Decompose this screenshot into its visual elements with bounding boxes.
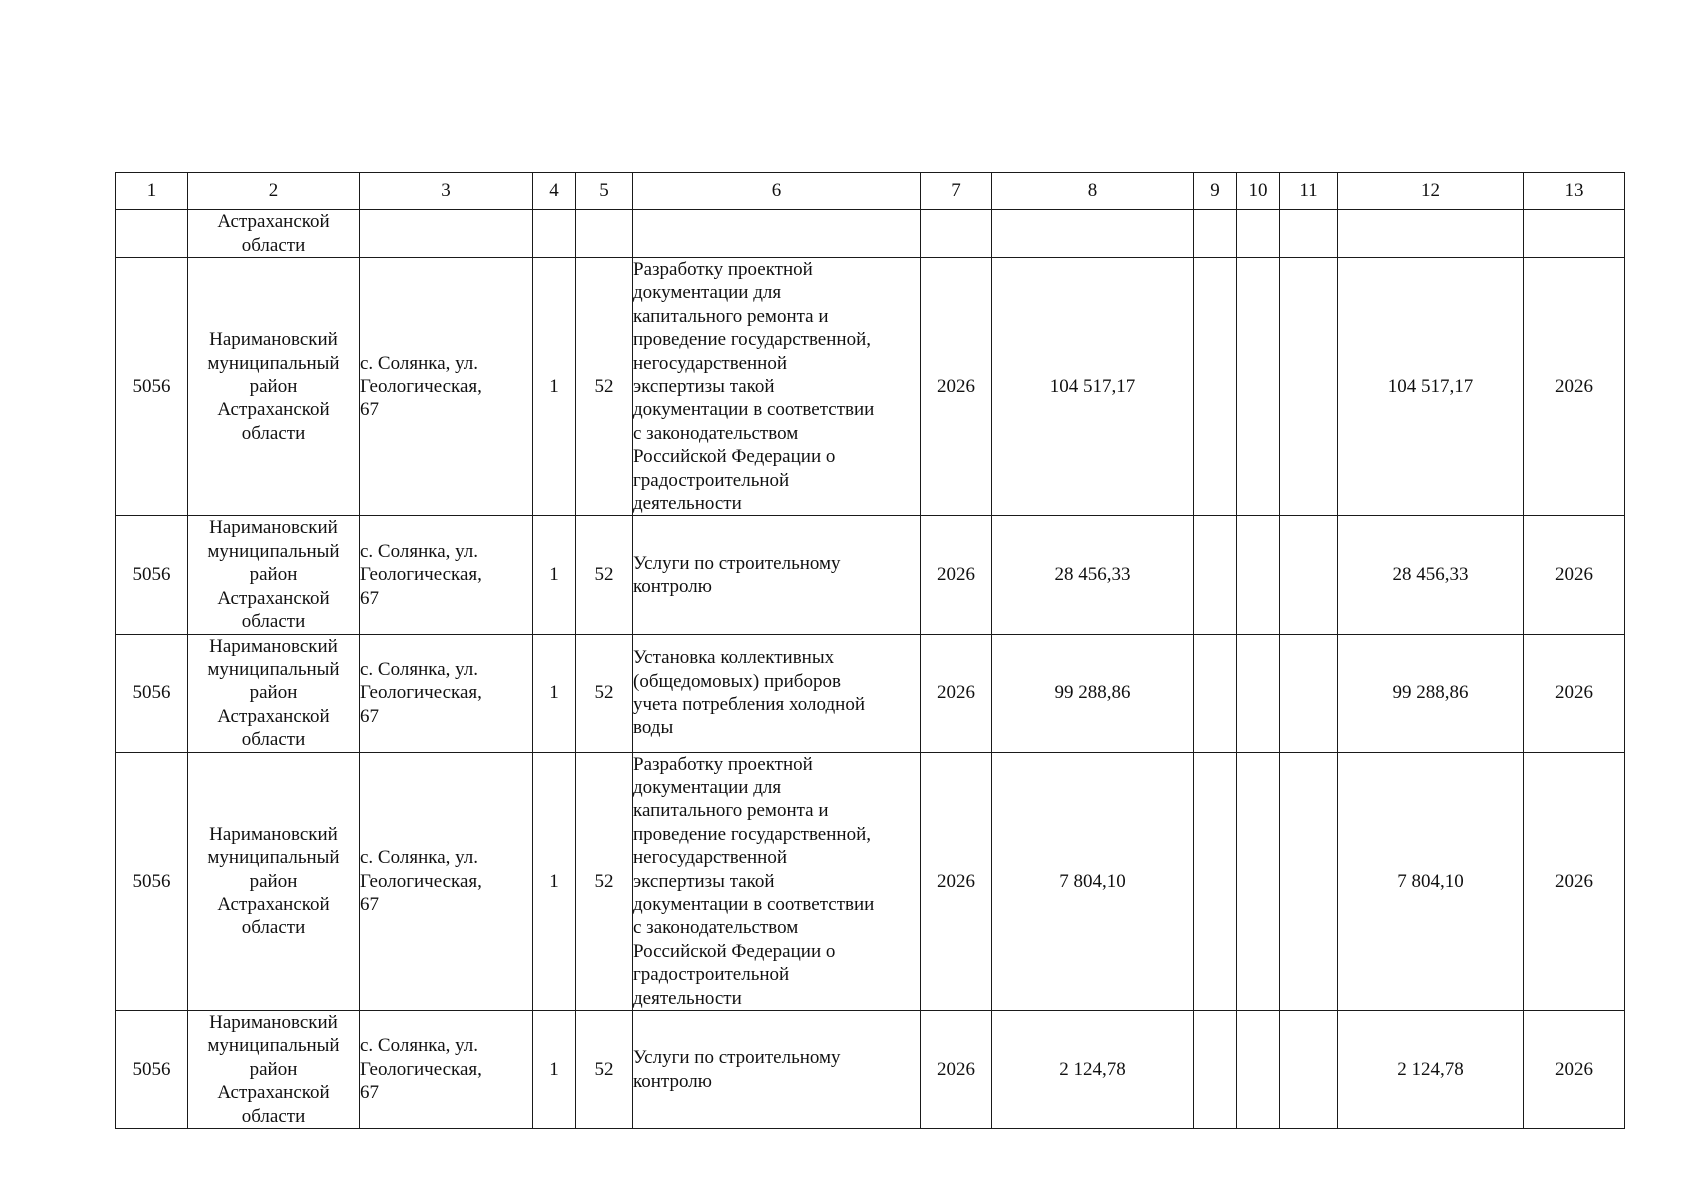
work-type-line: с законодательством xyxy=(633,422,799,444)
table-row xyxy=(116,258,1625,516)
works-table xyxy=(115,172,1625,1129)
address-line: Геологическая, xyxy=(360,564,482,586)
work-type-cell xyxy=(633,258,921,516)
address-line: с. Солянка, ул. xyxy=(360,1035,479,1057)
col5-cell: 52 xyxy=(576,258,633,516)
municipality-line: муниципальный xyxy=(207,1035,340,1057)
work-type-line: воды xyxy=(633,717,674,739)
work-type-line: Разработку проектной xyxy=(633,259,813,280)
col4-cell: 1 xyxy=(533,1011,576,1129)
work-type-line: документации в соответствии xyxy=(633,399,875,421)
col9-cell xyxy=(1194,634,1237,752)
municipality-line: район xyxy=(249,682,298,704)
col10-cell xyxy=(1237,634,1280,752)
work-type-line: Российской Федерации о xyxy=(633,940,836,962)
address-cell xyxy=(360,1011,533,1129)
address-line: 67 xyxy=(360,399,379,421)
col5-cell: 52 xyxy=(576,516,633,634)
address-line: с. Солянка, ул. xyxy=(360,847,479,869)
address-line: 67 xyxy=(360,705,379,727)
continuation-cell-6 xyxy=(633,210,921,258)
work-type-cell xyxy=(633,634,921,752)
year-cell: 2026 xyxy=(921,1011,992,1129)
continuation-cell-8 xyxy=(992,210,1194,258)
col10-cell xyxy=(1237,258,1280,516)
col4-cell: 1 xyxy=(533,258,576,516)
header-cell-2: 2 xyxy=(188,173,360,210)
municipality-line: Наримановский xyxy=(209,1012,338,1033)
municipality-line: район xyxy=(249,564,298,586)
continuation-cell-7 xyxy=(921,210,992,258)
col4-cell: 1 xyxy=(533,634,576,752)
object-number-cell: 5056 xyxy=(116,634,188,752)
continuation-row xyxy=(116,210,1625,258)
object-number-cell: 5056 xyxy=(116,258,188,516)
address-cell xyxy=(360,516,533,634)
header-cell-9: 9 xyxy=(1194,173,1237,210)
col11-cell xyxy=(1280,752,1338,1010)
municipality-line: области xyxy=(241,729,306,751)
table-row xyxy=(116,634,1625,752)
continuation-cell-10 xyxy=(1237,210,1280,258)
municipality-cell xyxy=(188,752,360,1010)
address-cell xyxy=(360,634,533,752)
municipality-line: области xyxy=(241,611,306,633)
col4-cell: 1 xyxy=(533,752,576,1010)
municipality-line: области xyxy=(241,1105,306,1127)
col9-cell xyxy=(1194,516,1237,634)
continuation-cell-5 xyxy=(576,210,633,258)
municipality-cell xyxy=(188,258,360,516)
work-type-line: проведение государственной, xyxy=(633,329,871,351)
header-cell-6: 6 xyxy=(633,173,921,210)
address-line: 67 xyxy=(360,1082,379,1104)
header-cell-4: 4 xyxy=(533,173,576,210)
municipality-line: Наримановский xyxy=(209,823,338,845)
work-type-line: деятельности xyxy=(633,493,742,515)
total-cost-cell: 99 288,86 xyxy=(992,634,1194,752)
total-cost-cell: 2 124,78 xyxy=(992,1011,1194,1129)
municipality-line: район xyxy=(249,376,298,398)
completion-year-cell: 2026 xyxy=(1524,1011,1625,1129)
municipality-line: Наримановский xyxy=(209,517,338,539)
fund-cost-cell: 28 456,33 xyxy=(1338,516,1524,634)
object-number-cell: 5056 xyxy=(116,516,188,634)
header-cell-12: 12 xyxy=(1338,173,1524,210)
year-cell: 2026 xyxy=(921,258,992,516)
col11-cell xyxy=(1280,634,1338,752)
work-type-line: контролю xyxy=(633,575,712,597)
col5-cell: 52 xyxy=(576,752,633,1010)
work-type-line: негосударственной xyxy=(633,352,788,374)
address-line: с. Солянка, ул. xyxy=(360,352,479,374)
continuation-cell-12 xyxy=(1338,210,1524,258)
address-line: Геологическая, xyxy=(360,870,482,892)
continuation-cell-3 xyxy=(360,210,533,258)
header-cell-10: 10 xyxy=(1237,173,1280,210)
col11-cell xyxy=(1280,516,1338,634)
col9-cell xyxy=(1194,1011,1237,1129)
work-type-line: капитального ремонта и xyxy=(633,305,829,327)
work-type-line: контролю xyxy=(633,1070,712,1092)
fund-cost-cell: 2 124,78 xyxy=(1338,1011,1524,1129)
municipality-line: Астраханской xyxy=(217,399,330,421)
municipality-line: муниципальный xyxy=(207,658,340,680)
work-type-line: градостроительной xyxy=(633,964,790,986)
col10-cell xyxy=(1237,516,1280,634)
header-cell-7: 7 xyxy=(921,173,992,210)
work-type-line: Услуги по строительному xyxy=(633,552,841,574)
header-row xyxy=(116,173,1625,210)
total-cost-cell: 104 517,17 xyxy=(992,258,1194,516)
work-type-line: экспертизы такой xyxy=(633,870,775,892)
object-number-cell: 5056 xyxy=(116,1011,188,1129)
completion-year-cell: 2026 xyxy=(1524,258,1625,516)
work-type-line: (общедомовых) приборов xyxy=(633,670,841,692)
work-type-cell xyxy=(633,752,921,1010)
work-type-line: Установка коллективных xyxy=(633,647,835,669)
municipality-line: Наримановский xyxy=(209,635,338,657)
work-type-line: документации в соответствии xyxy=(633,893,875,915)
header-cell-3: 3 xyxy=(360,173,533,210)
work-type-line: Услуги по строительному xyxy=(633,1047,841,1069)
municipality-line: район xyxy=(249,1058,298,1080)
work-type-line: документации для xyxy=(633,282,782,304)
municipality-line: муниципальный xyxy=(207,540,340,562)
year-cell: 2026 xyxy=(921,634,992,752)
fund-cost-cell: 104 517,17 xyxy=(1338,258,1524,516)
total-cost-cell: 28 456,33 xyxy=(992,516,1194,634)
address-cell xyxy=(360,752,533,1010)
address-line: Геологическая, xyxy=(360,376,482,398)
continuation-cell-4 xyxy=(533,210,576,258)
header-cell-1: 1 xyxy=(116,173,188,210)
municipality-line: муниципальный xyxy=(207,352,340,374)
address-line: с. Солянка, ул. xyxy=(360,658,479,680)
completion-year-cell: 2026 xyxy=(1524,752,1625,1010)
municipality-cell xyxy=(188,516,360,634)
col9-cell xyxy=(1194,258,1237,516)
object-number-cell: 5056 xyxy=(116,752,188,1010)
header-cell-13: 13 xyxy=(1524,173,1625,210)
work-type-cell xyxy=(633,516,921,634)
col5-cell: 52 xyxy=(576,1011,633,1129)
municipality-line: муниципальный xyxy=(207,847,340,869)
header-cell-11: 11 xyxy=(1280,173,1338,210)
col11-cell xyxy=(1280,1011,1338,1129)
work-type-line: капитального ремонта и xyxy=(633,800,829,822)
work-type-line: экспертизы такой xyxy=(633,376,775,398)
col9-cell xyxy=(1194,752,1237,1010)
work-type-cell xyxy=(633,1011,921,1129)
col10-cell xyxy=(1237,1011,1280,1129)
header-cell-5: 5 xyxy=(576,173,633,210)
address-line: Геологическая, xyxy=(360,682,482,704)
year-cell: 2026 xyxy=(921,752,992,1010)
year-cell: 2026 xyxy=(921,516,992,634)
continuation-municipality-cell xyxy=(188,210,360,258)
work-type-line: градостроительной xyxy=(633,469,790,491)
municipality-line: области xyxy=(241,917,306,939)
continuation-cell-13 xyxy=(1524,210,1625,258)
completion-year-cell: 2026 xyxy=(1524,634,1625,752)
work-type-line: Российской Федерации о xyxy=(633,446,836,468)
municipality-cell xyxy=(188,634,360,752)
work-type-line: учета потребления холодной xyxy=(633,694,865,716)
total-cost-cell: 7 804,10 xyxy=(992,752,1194,1010)
address-line: Геологическая, xyxy=(360,1058,482,1080)
work-type-line: негосударственной xyxy=(633,847,788,869)
work-type-line: деятельности xyxy=(633,987,742,1009)
fund-cost-cell: 7 804,10 xyxy=(1338,752,1524,1010)
fund-cost-cell: 99 288,86 xyxy=(1338,634,1524,752)
work-type-line: документации для xyxy=(633,776,782,798)
address-line: 67 xyxy=(360,587,379,609)
work-type-line: с законодательством xyxy=(633,917,799,939)
col5-cell: 52 xyxy=(576,634,633,752)
address-line: 67 xyxy=(360,893,379,915)
continuation-cell-9 xyxy=(1194,210,1237,258)
municipality-cell xyxy=(188,1011,360,1129)
col10-cell xyxy=(1237,752,1280,1010)
continuation-cell-1 xyxy=(116,210,188,258)
municipality-line: области xyxy=(241,422,306,444)
municipality-line: район xyxy=(249,870,298,892)
continuation-municipality-line: области xyxy=(241,234,306,256)
municipality-line: Астраханской xyxy=(217,893,330,915)
table-row xyxy=(116,516,1625,634)
municipality-line: Астраханской xyxy=(217,705,330,727)
header-cell-8: 8 xyxy=(992,173,1194,210)
municipality-line: Наримановский xyxy=(209,329,338,351)
col4-cell: 1 xyxy=(533,516,576,634)
municipality-line: Астраханской xyxy=(217,1082,330,1104)
continuation-municipality-line: Астраханской xyxy=(217,211,330,233)
address-line: с. Солянка, ул. xyxy=(360,540,479,562)
completion-year-cell: 2026 xyxy=(1524,516,1625,634)
table-row xyxy=(116,752,1625,1010)
address-cell xyxy=(360,258,533,516)
work-type-line: проведение государственной, xyxy=(633,823,871,845)
table-row xyxy=(116,1011,1625,1129)
continuation-cell-11 xyxy=(1280,210,1338,258)
col11-cell xyxy=(1280,258,1338,516)
municipality-line: Астраханской xyxy=(217,587,330,609)
work-type-line: Разработку проектной xyxy=(633,753,813,775)
